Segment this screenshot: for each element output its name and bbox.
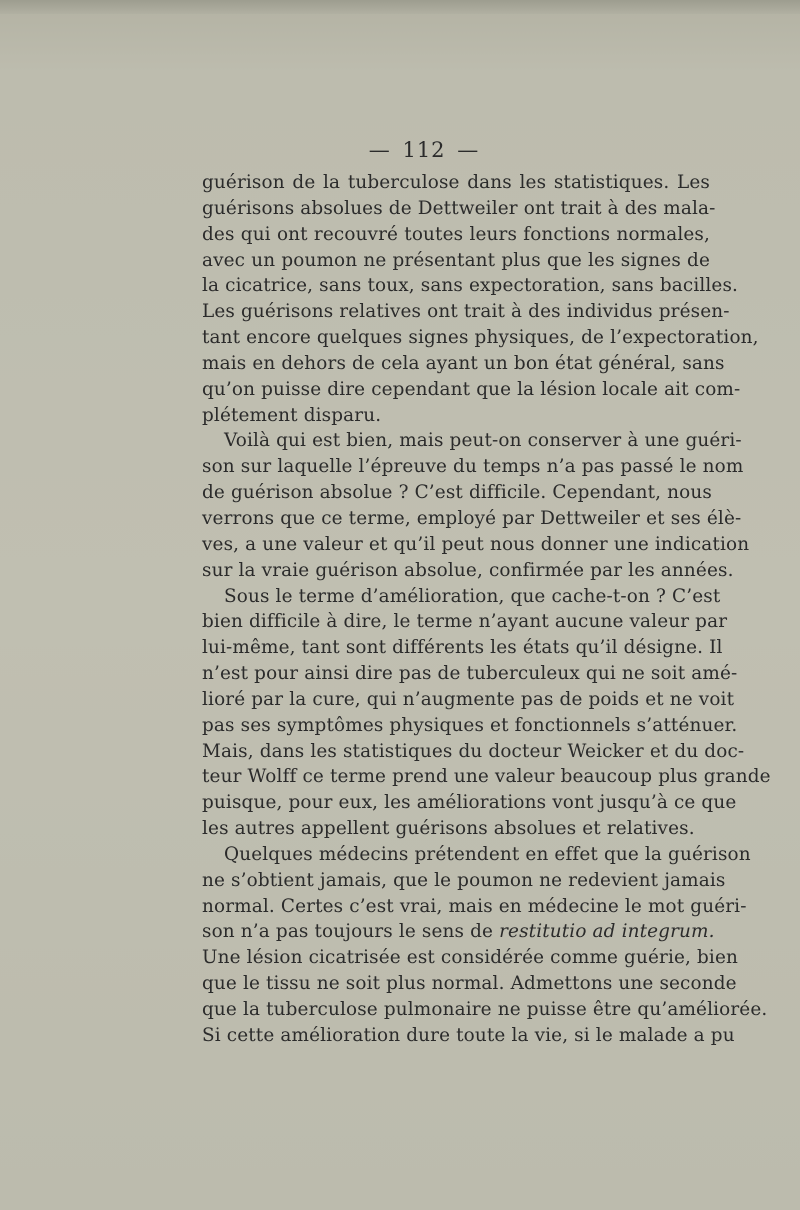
text-line-content: puisque, pour eux, les améliorations vont jusqu’à ce que xyxy=(202,792,737,814)
text-line-content: sur la vraie guérison absolue, confirmée par les années. xyxy=(202,559,734,581)
text-line-content: teur Wolff ce terme prend une valeur beaucoup plus grande xyxy=(202,766,771,788)
text-line xyxy=(202,687,735,713)
text-line-content: tant encore quelques signes physiques, de l’expectoration, xyxy=(202,327,759,349)
text-line xyxy=(202,532,750,558)
text-line xyxy=(202,868,726,894)
text-line-content: plétement disparu. xyxy=(202,404,382,426)
text-line-content: bien difficile à dire, le terme n’ayant aucune valeur par xyxy=(202,611,728,633)
text-line xyxy=(202,403,710,429)
text-line-content: Les guérisons relatives ont trait à des individus présen- xyxy=(202,301,730,323)
text-line-content: mais en dehors de cela ayant un bon état général, sans xyxy=(202,352,725,374)
text-line xyxy=(202,196,716,222)
text-line-content: la cicatrice, sans toux, sans expectoration, sans bacilles. xyxy=(202,275,739,297)
page-top-edge xyxy=(0,0,800,14)
text-line-content: que le tissu ne soit plus normal. Admettons une seconde xyxy=(202,973,737,995)
text-line-content: son n’a pas toujours le sens de xyxy=(202,921,500,943)
text-line xyxy=(202,919,715,945)
text-line xyxy=(202,894,747,920)
text-line-content: des qui ont recouvré toutes leurs fonctions normales, xyxy=(202,223,710,245)
text-line-content: avec un poumon ne présentant plus que les signes de xyxy=(202,249,710,271)
text-line-content: les autres appellent guérisons absolues et relatives. xyxy=(202,818,695,840)
text-line-content: que la tuberculose pulmonaire ne puisse être qu’améliorée. xyxy=(202,999,768,1020)
text-line-content: Voilà qui est bien, mais peut-on conserver à une guéri- xyxy=(224,430,742,452)
text-line-content: son sur laquelle l’épreuve du temps n’a pas passé le nom xyxy=(202,456,744,478)
page-number: — 112 — xyxy=(368,138,480,162)
text-line-content: Si cette amélioration dure toute la vie, si le malade a pu xyxy=(202,1024,735,1046)
text-line xyxy=(202,325,759,351)
text-line-content: Sous le terme d’amélioration, que cache-t-on ? C’est xyxy=(224,585,721,607)
text-line-content: pas ses symptômes physiques et fonctionnels s’atténuer. xyxy=(202,714,738,736)
text-line xyxy=(202,170,710,196)
text-line xyxy=(202,558,734,584)
text-line xyxy=(202,428,742,454)
text-line-content: ves, a une valeur et qu’il peut nous donner une indication xyxy=(202,533,750,555)
text-line-content: n’est pour ainsi dire pas de tuberculeux qui ne soit amé- xyxy=(202,663,738,685)
text-line xyxy=(202,790,737,816)
text-line xyxy=(202,713,738,739)
text-line-content: Quelques médecins prétendent en effet que la guérison xyxy=(224,843,751,865)
text-line xyxy=(202,997,768,1023)
text-line xyxy=(202,635,723,661)
text-line xyxy=(202,971,737,997)
text-line-content: Une lésion cicatrisée est considérée comme guérie, bien xyxy=(202,947,738,969)
text-line xyxy=(202,764,771,790)
body-text xyxy=(202,170,771,1049)
text-line-content: ne s’obtient jamais, que le poumon ne redevient jamais xyxy=(202,869,726,891)
text-line-content: normal. Certes c’est vrai, mais en médecine le mot guéri- xyxy=(202,895,747,917)
text-line xyxy=(202,842,751,868)
text-line xyxy=(202,480,710,506)
italic-phrase: restitutio ad integrum. xyxy=(499,921,715,943)
text-line-content: verrons que ce terme, employé par Dettweiler et ses élè- xyxy=(202,507,742,529)
text-line-content: guérisons absolues de Dettweiler ont trait à des mala- xyxy=(202,197,716,219)
text-line xyxy=(202,945,738,971)
text-line xyxy=(202,739,745,765)
text-line xyxy=(202,351,725,377)
text-line xyxy=(202,584,721,610)
text-line xyxy=(202,1023,735,1049)
text-line-content: lui-même, tant sont différents les états qu’il désigne. Il xyxy=(202,637,723,659)
text-line xyxy=(202,273,739,299)
text-line-content: lioré par la cure, qui n’augmente pas de poids et ne voit xyxy=(202,688,735,710)
text-line-content: qu’on puisse dire cependant que la lésion locale ait com- xyxy=(202,378,741,400)
text-line xyxy=(202,816,710,842)
text-line-content: de guérison absolue ? C’est difficile. Cependant, nous xyxy=(202,482,712,504)
text-line xyxy=(202,299,730,325)
text-line xyxy=(202,377,741,403)
text-line-content: guérison de la tuberculose dans les statistiques. Les xyxy=(202,172,710,193)
text-line xyxy=(202,248,710,274)
text-line xyxy=(202,609,728,635)
text-line xyxy=(202,222,710,248)
text-line-content: Mais, dans les statistiques du docteur Weicker et du doc- xyxy=(202,740,745,762)
text-line xyxy=(202,661,738,687)
text-line xyxy=(202,506,742,532)
text-line xyxy=(202,454,744,480)
